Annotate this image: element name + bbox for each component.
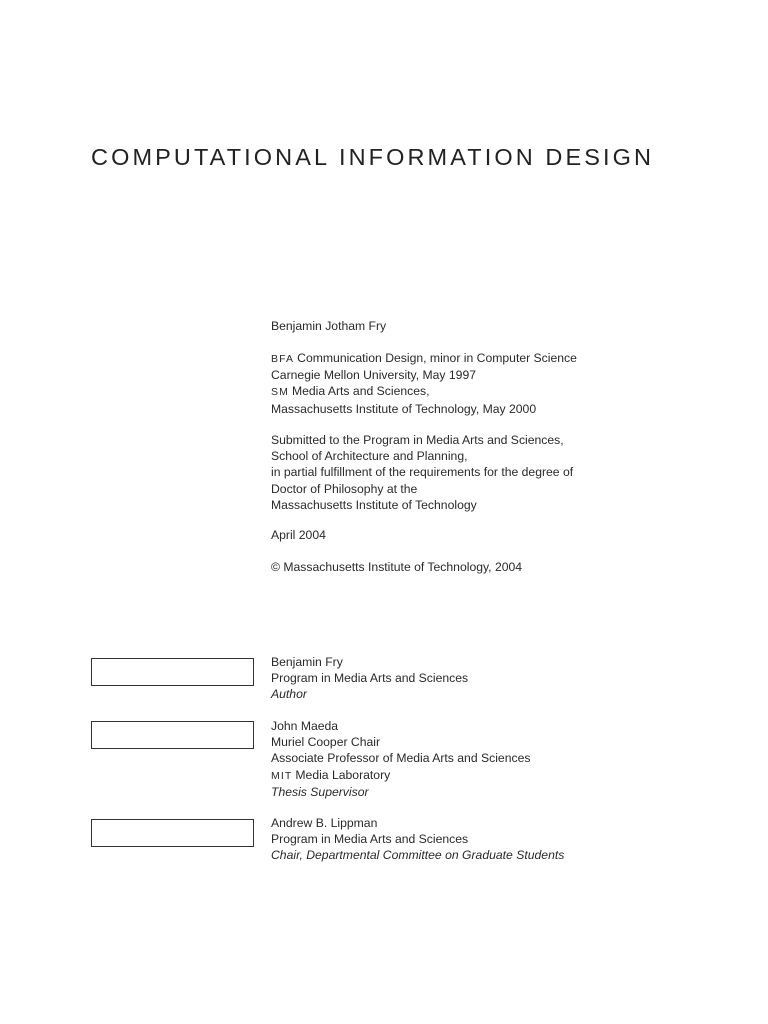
- signatory-role: Chair, Departmental Committee on Graduate Students: [271, 848, 565, 863]
- degree-abbr: BFA: [271, 353, 295, 365]
- submission-line: Submitted to the Program in Media Arts and Sciences,: [271, 433, 564, 447]
- signatory-name: John Maeda: [271, 719, 339, 733]
- signature-box-chair[interactable]: [91, 819, 254, 847]
- degree-line: Massachusetts Institute of Technology, May 2000: [271, 401, 537, 416]
- signatory-role: Thesis Supervisor: [271, 784, 369, 799]
- signatory-title: Muriel Cooper Chair: [271, 735, 381, 750]
- degree-text: Media Arts and Sciences,: [291, 384, 430, 399]
- degree-line: [271, 350, 577, 367]
- copyright-notice: © Massachusetts Institute of Technology, 2004: [271, 560, 523, 574]
- signatory-position: Associate Professor of Media Arts and Sciences: [271, 751, 531, 766]
- author-name-block: [271, 318, 386, 334]
- author-name: Benjamin Jotham Fry: [271, 319, 387, 333]
- signatory-name: Andrew B. Lippman: [271, 816, 378, 830]
- date-block: [271, 527, 326, 543]
- degree-line: [271, 383, 577, 400]
- degree-text: Communication Design, minor in Computer Science: [297, 351, 577, 365]
- signature-chair-block: [271, 815, 564, 864]
- submission-block: [271, 432, 573, 513]
- signatory-affiliation: Program in Media Arts and Sciences: [271, 671, 469, 686]
- affiliation-text: Media Laboratory: [295, 767, 391, 782]
- signature-box-author[interactable]: [91, 658, 254, 686]
- degree-abbr: SM: [271, 386, 289, 399]
- signature-author-block: [271, 654, 468, 703]
- copyright-block: [271, 559, 522, 575]
- signature-box-supervisor[interactable]: [91, 721, 254, 749]
- signatory-name: Benjamin Fry: [271, 655, 343, 669]
- submission-date: April 2004: [271, 528, 326, 542]
- document-title: COMPUTATIONAL INFORMATION DESIGN: [91, 144, 655, 170]
- degree-line: Carnegie Mellon University, May 1997: [271, 368, 477, 383]
- submission-line: in partial fulfillment of the requirements for the degree of: [271, 465, 574, 480]
- submission-line: Massachusetts Institute of Technology: [271, 497, 477, 512]
- submission-line: School of Architecture and Planning,: [271, 449, 468, 464]
- signatory-affiliation: Program in Media Arts and Sciences: [271, 832, 469, 847]
- signatory-role: Author: [271, 687, 307, 702]
- signatory-affiliation: [271, 767, 530, 784]
- degrees-block: [271, 350, 577, 417]
- affiliation-abbr: MIT: [271, 769, 293, 782]
- signature-supervisor-block: [271, 718, 530, 800]
- submission-line: Doctor of Philosophy at the: [271, 481, 418, 496]
